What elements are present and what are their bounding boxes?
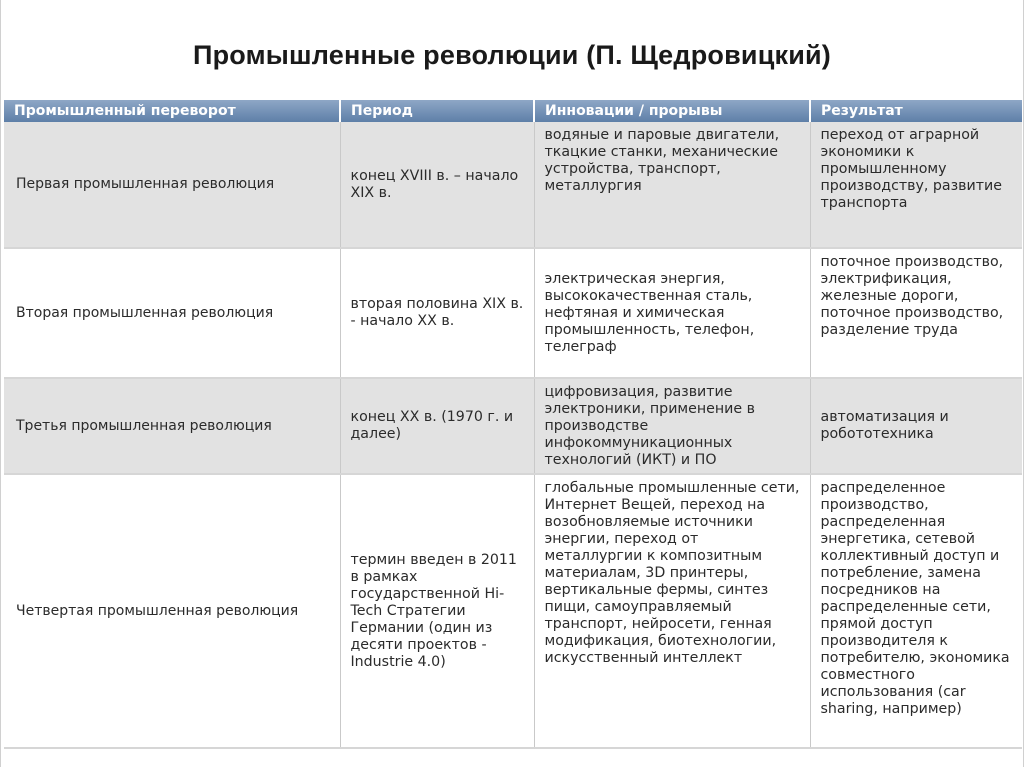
header-revolution: Промышленный переворот (4, 100, 340, 122)
revolution-result: автоматизация и робототехника (810, 378, 1022, 474)
table-header-row (4, 100, 1022, 122)
table-row (4, 474, 1022, 748)
revolutions-table (4, 100, 1022, 749)
revolution-name: Первая промышленная революция (4, 122, 340, 248)
revolution-innovations: электрическая энергия, высококачественная сталь, нефтяная и химическая промышленность, телефон, телеграф (534, 248, 810, 378)
header-result: Результат (810, 100, 1022, 122)
revolution-period: конец XVIII в. – начало XIX в. (340, 122, 534, 248)
revolution-name: Третья промышленная революция (4, 378, 340, 474)
revolution-innovations: глобальные промышленные сети, Интернет Вещей, переход на возобновляемые источники энергии, переход от металлургии к композитным материалам, 3D принтеры, вертикальные фермы, синтез пищи, самоуправляемый транспорт, нейросети, генная модификация, биотехнологии, искусственный интеллект (534, 474, 810, 748)
header-innovations: Инновации / прорывы (534, 100, 810, 122)
table-row (4, 122, 1022, 248)
table-row (4, 248, 1022, 378)
revolution-name: Четвертая промышленная революция (4, 474, 340, 748)
revolution-innovations: водяные и паровые двигатели, ткацкие станки, механические устройства, транспорт, металлургия (534, 122, 810, 248)
revolution-name: Вторая промышленная революция (4, 248, 340, 378)
revolution-result: поточное производство, электрификация, железные дороги, поточное производство, разделение труда (810, 248, 1022, 378)
table-row (4, 378, 1022, 474)
revolution-innovations: цифровизация, развитие электроники, применение в производстве инфокоммуникационных технологий (ИКТ) и ПО (534, 378, 810, 474)
revolution-result: переход от аграрной экономики к промышленному производству, развитие транспорта (810, 122, 1022, 248)
revolution-period: конец XX в. (1970 г. и далее) (340, 378, 534, 474)
revolution-result: распределенное производство, распределенная энергетика, сетевой коллективный доступ и потребление, замена посредников на распределенные сети, прямой доступ производителя к потребителю, экономика совместного использования (car sharing, например) (810, 474, 1022, 748)
revolution-period: термин введен в 2011 в рамках государственной Hi-Tech Стратегии Германии (один из десяти проектов - Industrie 4.0) (340, 474, 534, 748)
header-period: Период (340, 100, 534, 122)
slide-title: Промышленные революции (П. Щедровицкий) (192, 40, 831, 70)
revolution-period: вторая половина XIX в. - начало XX в. (340, 248, 534, 378)
